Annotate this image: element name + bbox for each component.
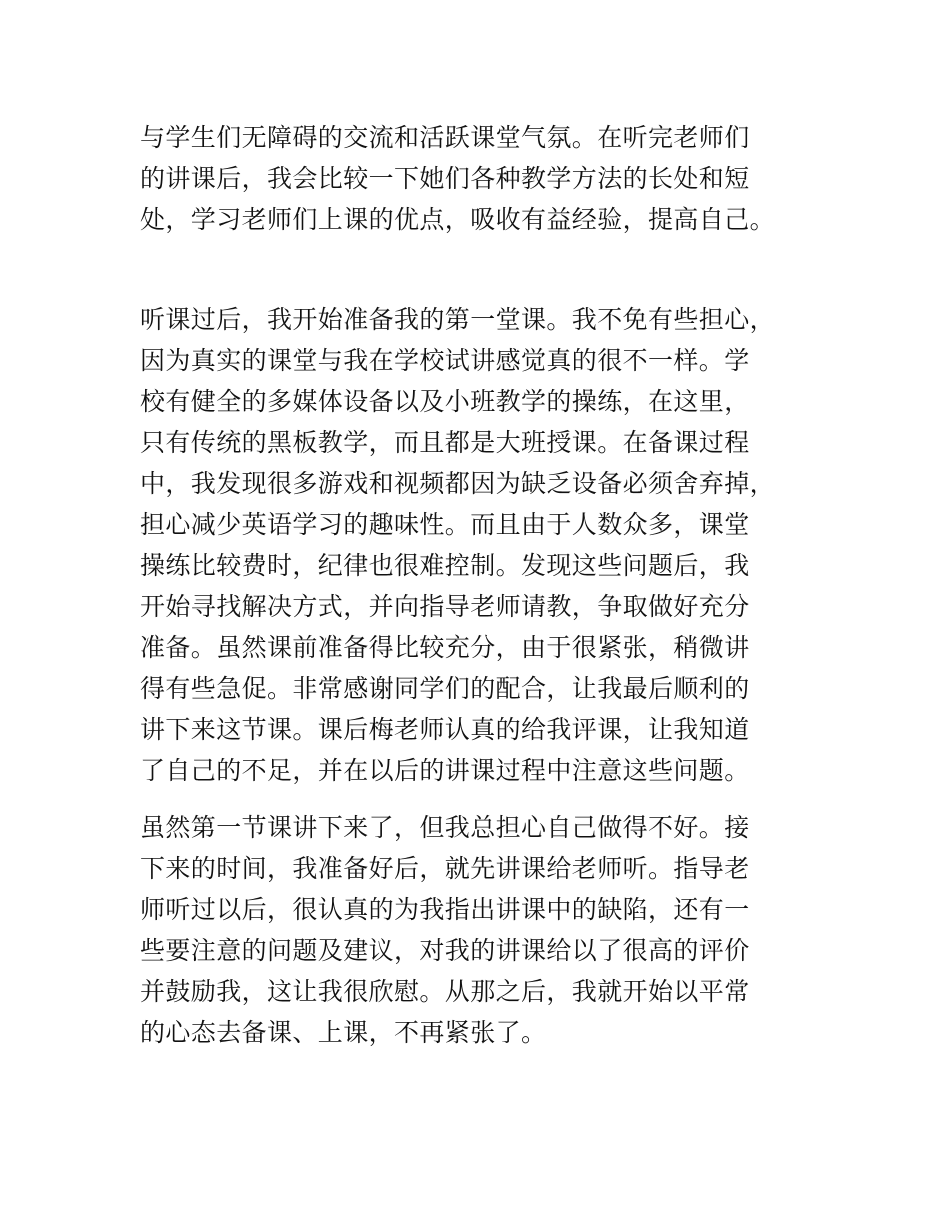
paragraph-2-line-8: 开始寻找解决方式，并向指导老师请教，争取做好充分 (140, 592, 750, 621)
paragraph-2-line-9: 准备。虽然课前准备得比较充分，由于很紧张，稍微讲 (140, 633, 750, 662)
paragraph-3-line-4: 些要注意的问题及建议，对我的讲课给以了很高的评价 (140, 936, 750, 965)
paragraph-1-line-3: 处，学习老师们上课的优点，吸收有益经验，提高自己。 (140, 205, 776, 234)
paragraph-1-line-1: 与学生们无障碍的交流和活跃课堂气氛。在听完老师们 (140, 123, 750, 152)
paragraph-2-line-7: 操练比较费时，纪律也很难控制。发现这些问题后，我 (140, 551, 750, 580)
paragraph-2-line-12: 了自己的不足，并在以后的讲课过程中注意这些问题。 (140, 756, 750, 785)
paragraph-2-line-11: 讲下来这节课。课后梅老师认真的给我评课，让我知道 (140, 715, 750, 744)
paragraph-2-line-4: 只有传统的黑板教学，而且都是大班授课。在备课过程 (140, 428, 750, 457)
paragraph-2-line-5: 中，我发现很多游戏和视频都因为缺乏设备必须舍弃掉， (140, 469, 776, 498)
paragraph-1-line-2: 的讲课后，我会比较一下她们各种教学方法的长处和短 (140, 164, 750, 193)
paragraph-3-line-1: 虽然第一节课讲下来了，但我总担心自己做得不好。接 (140, 813, 750, 842)
paragraph-2-line-6: 担心减少英语学习的趣味性。而且由于人数众多，课堂 (140, 510, 750, 539)
paragraph-2-line-10: 得有些急促。非常感谢同学们的配合，让我最后顺利的 (140, 674, 750, 703)
paragraph-3-line-5: 并鼓励我，这让我很欣慰。从那之后，我就开始以平常 (140, 977, 750, 1006)
paragraph-3-line-6: 的心态去备课、上课，不再紧张了。 (140, 1018, 547, 1047)
paragraph-3-line-3: 师听过以后，很认真的为我指出讲课中的缺陷，还有一 (140, 895, 750, 924)
paragraph-2-line-1: 听课过后，我开始准备我的第一堂课。我不免有些担心， (140, 305, 776, 334)
paragraph-2-line-2: 因为真实的课堂与我在学校试讲感觉真的很不一样。学 (140, 346, 750, 375)
paragraph-2-line-3: 校有健全的多媒体设备以及小班教学的操练，在这里， (140, 387, 750, 416)
paragraph-3-line-2: 下来的时间，我准备好后，就先讲课给老师听。指导老 (140, 854, 750, 883)
